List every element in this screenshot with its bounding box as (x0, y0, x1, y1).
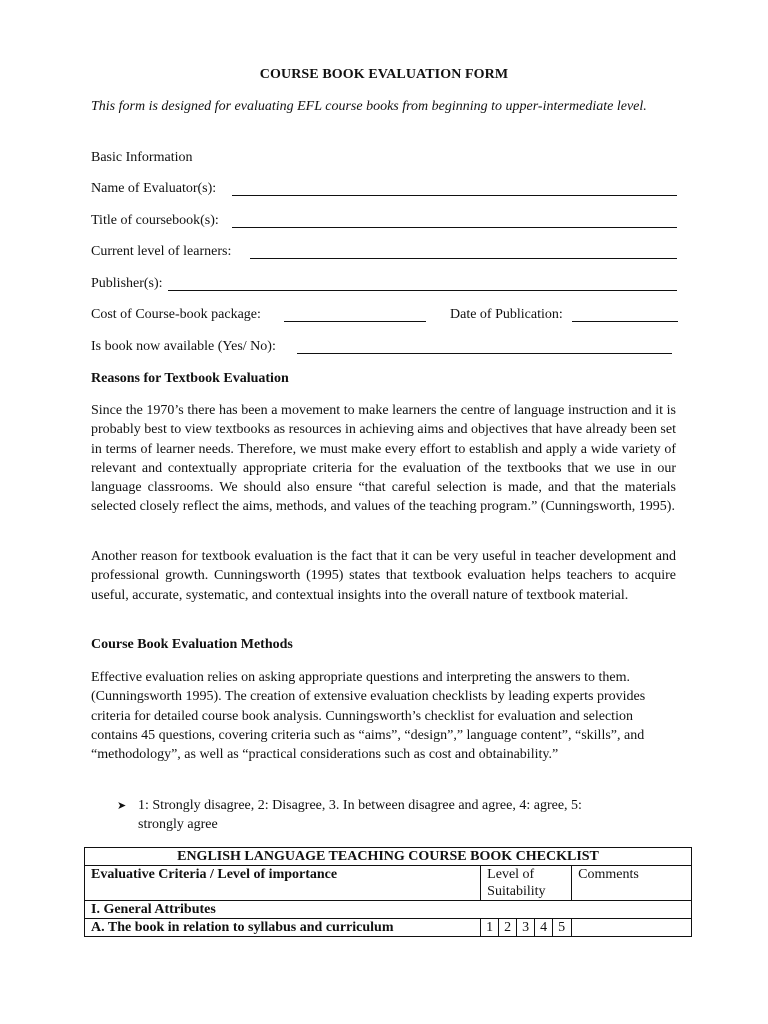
reasons-paragraph-1: Since the 1970’s there has been a movement to make learners the centre of language instruction and it is probably best to view textbooks as resources in achieving aims and objectives that have already been set in terms of learner needs. Therefore, we must make every effort to establish and apply a wide variety of relevant and contextually appropriate criteria for the evaluation of the textbooks that we use in our language classrooms. We should also ensure “that careful selection is made, and that the materials selected closely reflect the aims, methods, and values of the teaching program.” (Cunningsworth, 1995). (91, 403, 676, 515)
evaluator-field[interactable] (232, 195, 677, 196)
rating-3[interactable]: 3 (517, 919, 535, 936)
rating-1[interactable]: 1 (481, 919, 499, 936)
intro-text: This form is designed for evaluating EFL course books from beginning to upper-intermediate level. (91, 99, 647, 114)
rating-scale (481, 919, 572, 937)
checklist-table (84, 847, 692, 937)
section-general-attributes: I. General Attributes (85, 901, 692, 919)
comments-column-header: Comments (572, 866, 692, 901)
rating-2[interactable]: 2 (499, 919, 517, 936)
rating-4[interactable]: 4 (535, 919, 553, 936)
cost-field[interactable] (284, 321, 426, 322)
methods-heading: Course Book Evaluation Methods (91, 637, 293, 652)
row-syllabus-curriculum: A. The book in relation to syllabus and curriculum (85, 919, 481, 937)
cost-label: Cost of Course-book package: (91, 307, 261, 322)
methods-paragraph: Effective evaluation relies on asking appropriate questions and interpreting the answers to them.(Cunningsworth 1995). The creation of extensive evaluation checklists by leading experts provides criteria for detailed course book analysis. Cunningsworth’s checklist for evaluation and selection contains 45 questions, covering criteria such as “aims”, “design”,” language content”, “skills”, and “methodology”, as well as “practical considerations such as cost and obtainability.” (91, 670, 646, 763)
basic-info-label: Basic Information (91, 150, 193, 165)
suitability-column-header: Level of Suitability (481, 866, 572, 901)
rating-5[interactable]: 5 (558, 920, 566, 935)
comments-cell[interactable] (572, 919, 692, 937)
publisher-label: Publisher(s): (91, 276, 163, 291)
coursebook-title-label: Title of coursebook(s): (91, 213, 219, 228)
publication-date-label: Date of Publication: (450, 307, 563, 322)
arrow-bullet-icon: ➤ (117, 799, 127, 812)
scale-text: 1: Strongly disagree, 2: Disagree, 3. In between disagree and agree, 4: agree, 5: strongly agree (138, 798, 582, 832)
coursebook-title-field[interactable] (232, 227, 677, 228)
page-title: COURSE BOOK EVALUATION FORM (259, 67, 509, 82)
learner-level-field[interactable] (250, 258, 677, 259)
availability-field[interactable] (297, 353, 672, 354)
availability-label: Is book now available (Yes/ No): (91, 339, 276, 354)
publication-date-field[interactable] (572, 321, 678, 322)
learner-level-label: Current level of learners: (91, 244, 232, 259)
publisher-field[interactable] (168, 290, 677, 291)
criteria-column-header: Evaluative Criteria / Level of importance (85, 866, 481, 901)
checklist-title: ENGLISH LANGUAGE TEACHING COURSE BOOK CHECKLIST (85, 848, 692, 866)
evaluator-label: Name of Evaluator(s): (91, 181, 217, 196)
reasons-paragraph-2: Another reason for textbook evaluation is the fact that it can be very useful in teacher development and professional growth. Cunningsworth (1995) states that textbook evaluation helps teachers to acquire useful, accurate, systematic, and contextual insights into the overall nature of textbook material. (91, 549, 676, 603)
reasons-heading: Reasons for Textbook Evaluation (91, 371, 289, 386)
